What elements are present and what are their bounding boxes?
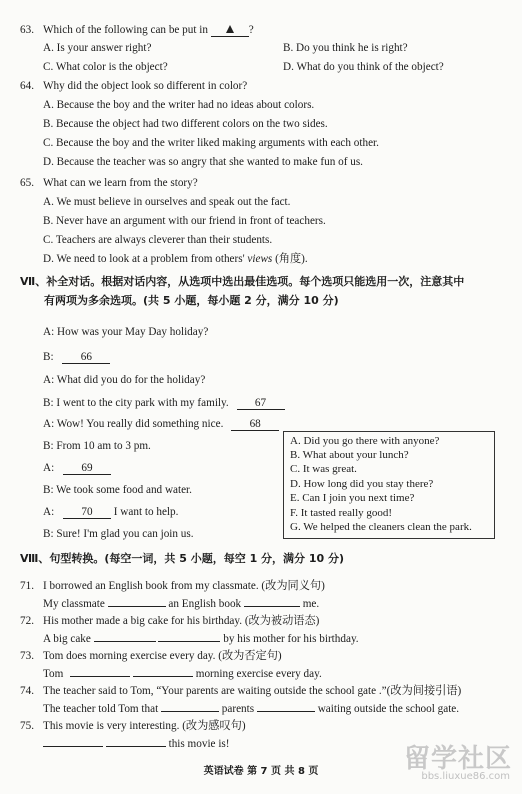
answer-blank[interactable] — [108, 606, 166, 607]
answer-text: me. — [302, 598, 320, 610]
dialogue-line — [43, 461, 111, 475]
option-b: B. Do you think he is right? — [283, 42, 408, 54]
answer-blank[interactable] — [257, 711, 315, 712]
option-d: D. Because the teacher was so angry that she wanted to make fun of us. — [43, 156, 363, 168]
option-a: A. Because the boy and the writer had no ideas about colors. — [43, 99, 315, 111]
answer-line — [43, 737, 230, 751]
answer-text: A big cake — [43, 633, 91, 645]
question-stem: Why did the object look so different in color? — [43, 80, 248, 92]
options-box — [283, 431, 495, 539]
option-b: B. Never have an argument with our friend in front of teachers. — [43, 215, 326, 227]
option-item: C. It was great. — [290, 463, 357, 475]
dialogue-text: A: Wow! You really did something nice. — [43, 418, 224, 430]
question-number: 71. — [20, 580, 34, 592]
question-stem: I borrowed an English book from my classmate. (改为同义句) — [43, 580, 325, 592]
option-d-text: D. We need to look at a problem from others' — [43, 253, 245, 265]
answer-line — [43, 597, 319, 611]
answer-line — [43, 702, 459, 716]
question-number: 64. — [20, 80, 34, 92]
answer-text: an English book — [168, 598, 242, 610]
answer-text: Tom — [43, 668, 64, 680]
answer-blank — [211, 24, 249, 37]
dialogue-line: A: How was your May Day holiday? — [43, 326, 209, 338]
dialogue-line: B: Sure! I'm glad you can join us. — [43, 528, 194, 540]
option-item: A. Did you go there with anyone? — [290, 435, 440, 447]
question-number: 73. — [20, 650, 34, 662]
option-b: B. Because the object had two different colors on the two sides. — [43, 118, 328, 130]
option-a: A. Is your answer right? — [43, 42, 152, 54]
question-stem: This movie is very interesting. (改为感叹句) — [43, 720, 246, 732]
answer-blank[interactable] — [106, 746, 166, 747]
question-number: 63. — [20, 24, 34, 36]
dialogue-line — [43, 350, 110, 364]
answer-text: My classmate — [43, 598, 105, 610]
dialogue-line — [43, 505, 178, 519]
answer-blank[interactable] — [133, 676, 193, 677]
question-stem: His mother made a big cake for his birthday. (改为被动语态) — [43, 615, 320, 627]
option-d — [43, 252, 308, 266]
option-item: D. How long did you stay there? — [290, 478, 434, 490]
answer-blank[interactable] — [158, 641, 220, 642]
answer-blank[interactable] — [161, 711, 219, 712]
question-stem: Tom does morning exercise every day. (改为否定句) — [43, 650, 282, 662]
watermark-logo — [394, 738, 514, 786]
question-number: 72. — [20, 615, 34, 627]
answer-blank[interactable] — [70, 676, 130, 677]
section-title-cont: 有两项为多余选项。(共 5 小题，每小题 2 分，满分 10 分) — [44, 294, 339, 307]
answer-blank[interactable] — [244, 606, 300, 607]
question-number: 75. — [20, 720, 34, 732]
triangle-icon — [226, 25, 234, 33]
option-c: C. What color is the object? — [43, 61, 168, 73]
answer-text: morning exercise every day. — [195, 668, 322, 680]
option-c: C. Because the boy and the writer liked making arguments with each other. — [43, 137, 379, 149]
dialogue-text: I want to help. — [113, 506, 179, 518]
option-item: G. We helped the cleaners clean the park. — [290, 521, 472, 533]
section-title: Ⅶ、补全对话。根据对话内容，从选项中选出最佳选项。每个选项只能选用一次，注意其中 — [20, 275, 465, 288]
blank-70: 70 — [63, 506, 111, 519]
watermark-text: 留学社区 — [403, 744, 512, 774]
option-a: A. We must believe in ourselves and speak out the fact. — [43, 196, 291, 208]
dialogue-line — [43, 417, 279, 431]
speaker: A: — [43, 506, 55, 518]
answer-text: The teacher told Tom that — [43, 703, 159, 715]
answer-line — [43, 632, 359, 646]
stem-end: ? — [248, 24, 254, 36]
dialogue-line: B: We took some food and water. — [43, 484, 192, 496]
answer-blank[interactable] — [94, 641, 156, 642]
speaker: A: — [43, 462, 55, 474]
section-title: Ⅷ、句型转换。(每空一词，共 5 小题，每空 1 分，满分 10 分) — [20, 552, 345, 565]
stem-text: Which of the following can be put in — [43, 24, 208, 36]
answer-text: parents — [221, 703, 255, 715]
question-number: 65. — [20, 177, 34, 189]
blank-66: 66 — [62, 351, 110, 364]
answer-text: waiting outside the school gate. — [317, 703, 460, 715]
blank-67: 67 — [237, 397, 285, 410]
blank-69: 69 — [63, 462, 111, 475]
watermark-url: bbs.liuxue86.com — [421, 771, 510, 782]
question-stem: The teacher said to Tom, “Your parents are waiting outside the school gate .”(改为间接引语) — [43, 685, 462, 697]
dialogue-text: B: I went to the city park with my family. — [43, 397, 229, 409]
blank-68: 68 — [231, 418, 279, 431]
option-item: F. It tasted really good! — [290, 507, 393, 519]
speaker: B: — [43, 351, 54, 363]
question-stem: What can we learn from the story? — [43, 177, 198, 189]
option-item: E. Can I join you next time? — [290, 492, 415, 504]
question-number: 74. — [20, 685, 34, 697]
dialogue-line — [43, 396, 285, 410]
option-d-gloss: (角度). — [275, 253, 308, 265]
option-c: C. Teachers are always cleverer than their students. — [43, 234, 273, 246]
answer-line — [43, 667, 322, 681]
option-d-italic: views — [247, 253, 273, 265]
answer-blank[interactable] — [43, 746, 103, 747]
option-item: B. What about your lunch? — [290, 449, 409, 461]
question-stem — [43, 23, 254, 37]
page-footer: 英语试卷 第 7 页 共 8 页 — [203, 766, 319, 777]
dialogue-line: B: From 10 am to 3 pm. — [43, 440, 151, 452]
dialogue-line: A: What did you do for the holiday? — [43, 374, 206, 386]
answer-text: by his mother for his birthday. — [223, 633, 359, 645]
answer-text: this movie is! — [168, 738, 230, 750]
option-d: D. What do you think of the object? — [283, 61, 444, 73]
